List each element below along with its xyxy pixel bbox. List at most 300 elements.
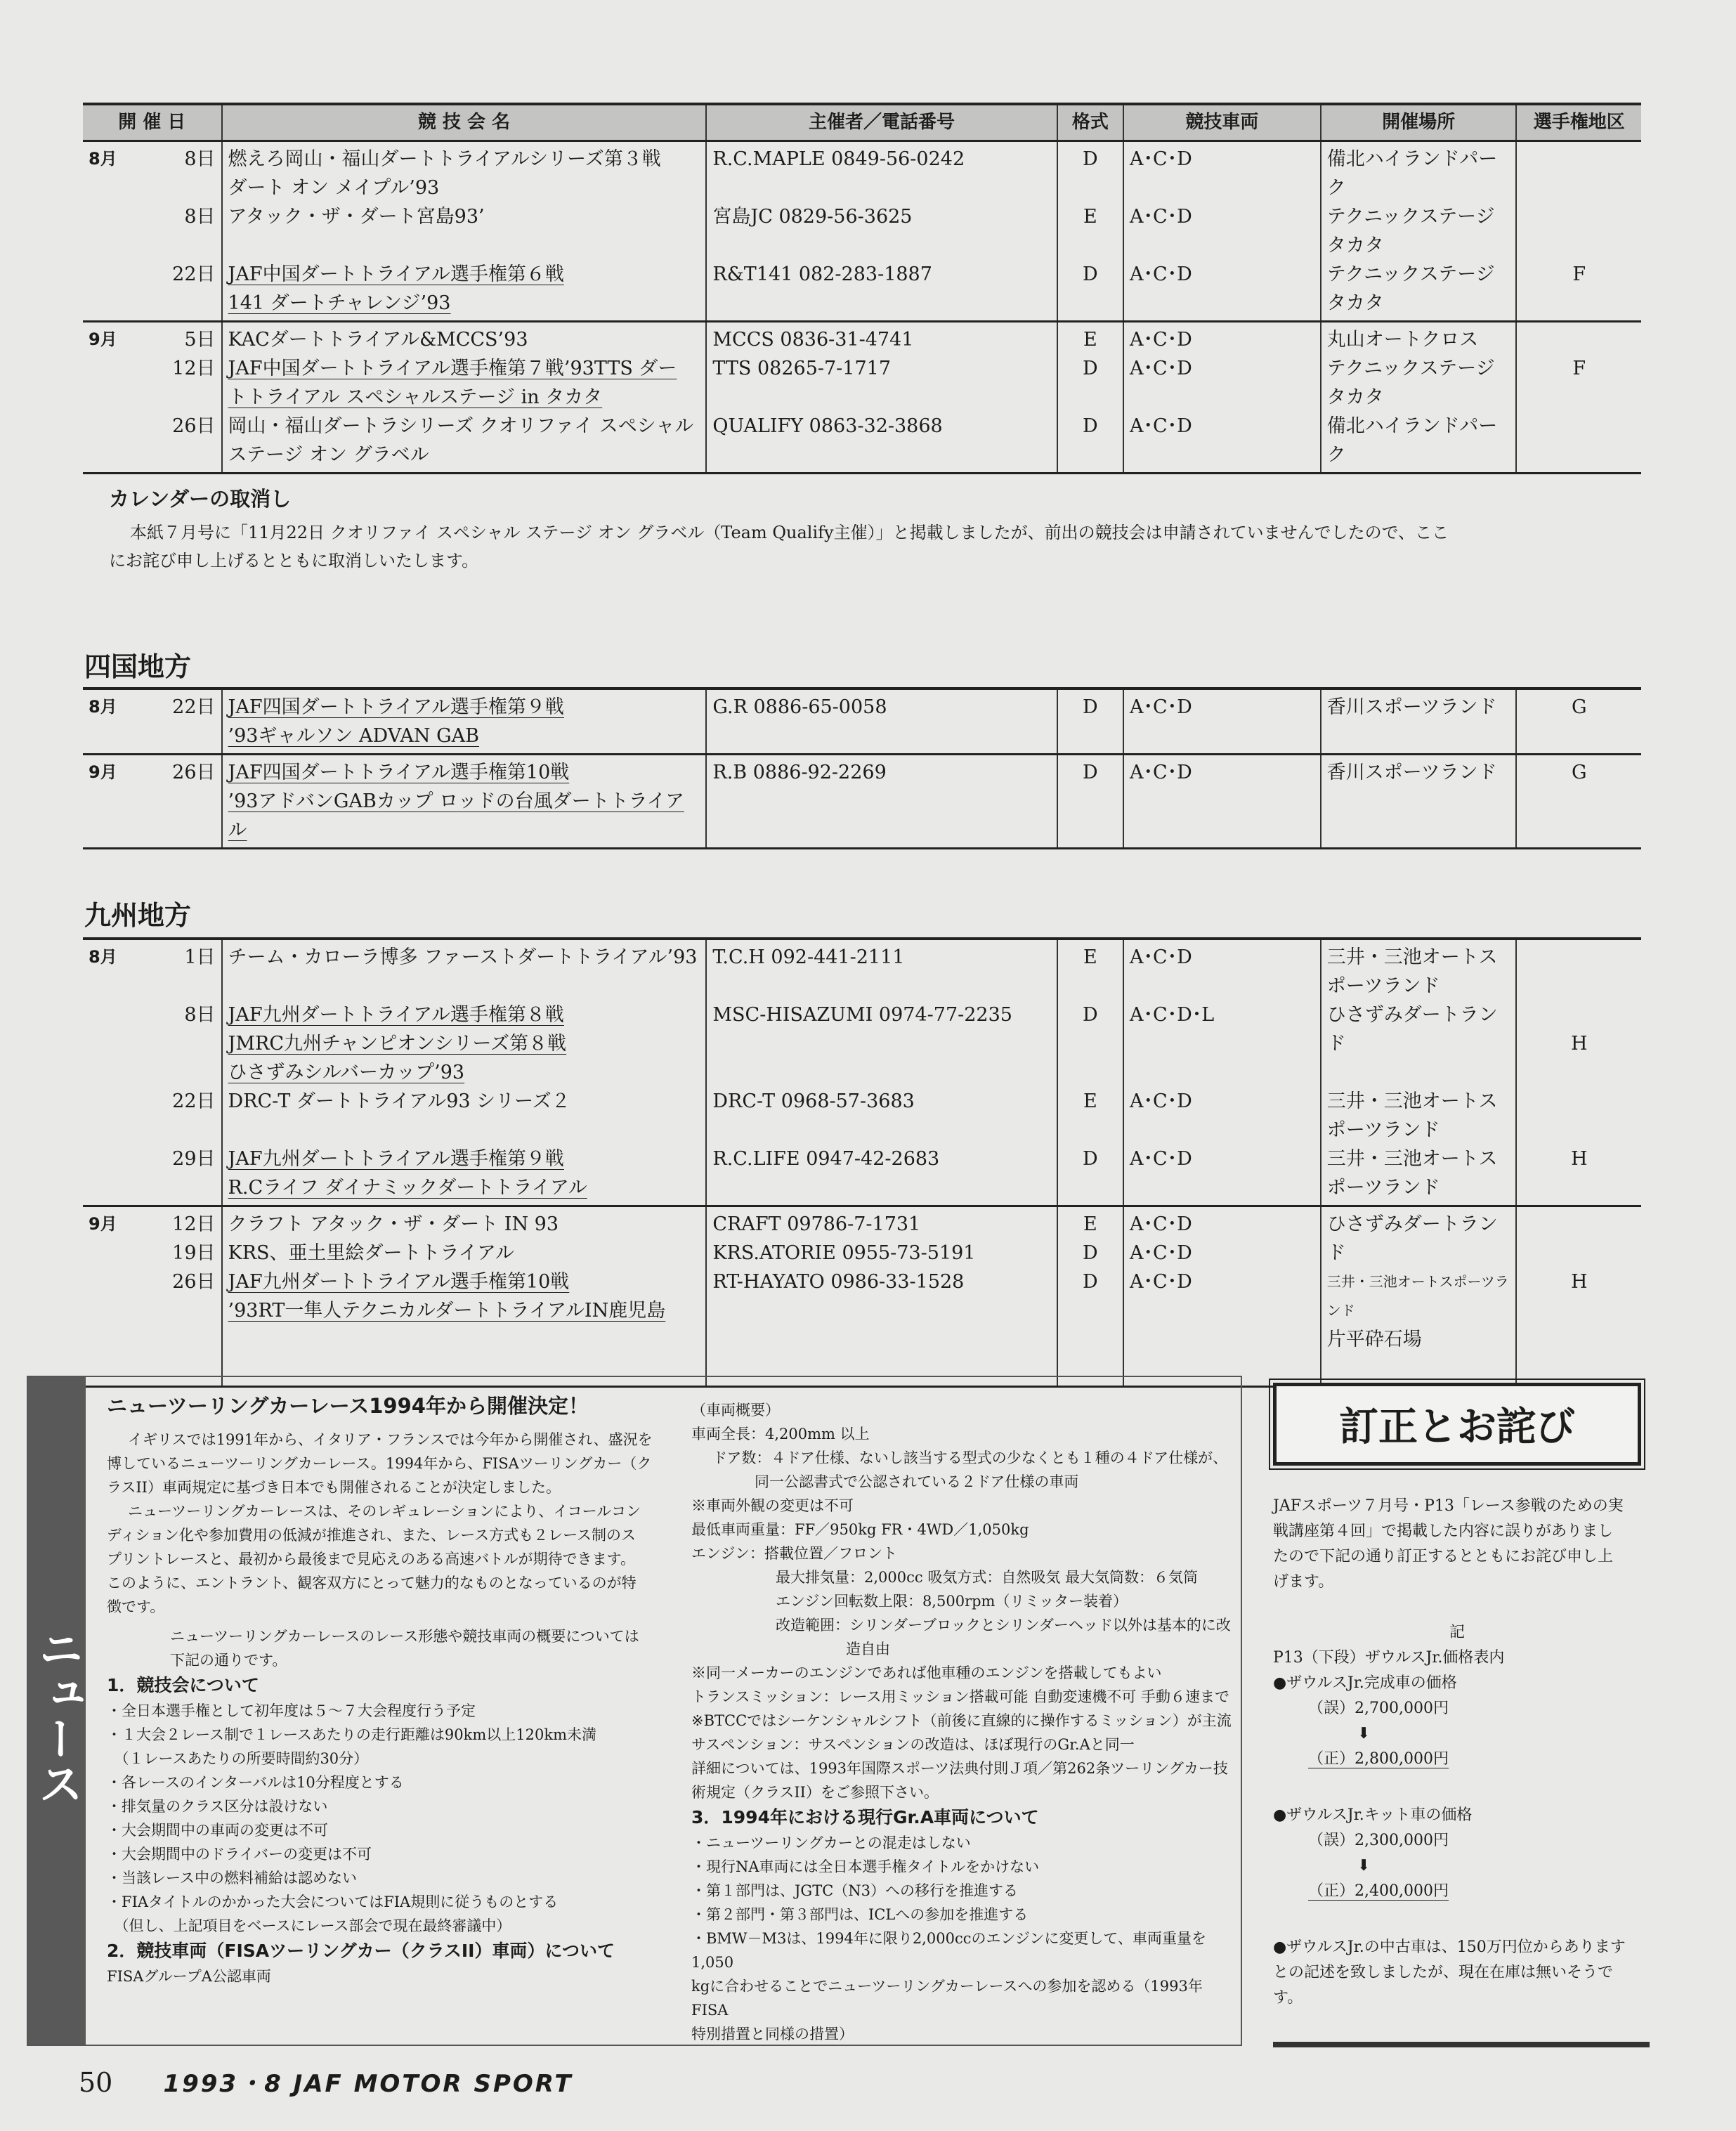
spacer xyxy=(1522,1058,1636,1087)
championship-area xyxy=(1522,943,1636,972)
event-name: JAF中国ダートトライアル選手権第７戦’93TTS ダー xyxy=(228,358,677,379)
organizer: RT-HAYATO 0986-33-1528 xyxy=(712,1271,965,1293)
news-lead: ニューツーリングカーレースのレース形態や競技車両の概要については xyxy=(170,1628,639,1645)
spacer xyxy=(712,289,1050,318)
vehicle-class: A･C･D xyxy=(1129,1090,1192,1112)
page-footer xyxy=(79,2064,573,2099)
vehicle-cell xyxy=(1123,689,1321,755)
correction-note: す。 xyxy=(1273,1989,1303,2007)
month-label: 9月 xyxy=(89,1214,117,1234)
correction-ki: 記 xyxy=(1449,1624,1465,1641)
event-name-line xyxy=(228,383,700,412)
vehicle-cell xyxy=(1123,141,1321,322)
spacer xyxy=(1130,441,1314,469)
date-cell xyxy=(83,322,222,474)
column-header: 開催場所 xyxy=(1321,104,1517,141)
column-header: 格式 xyxy=(1057,104,1123,141)
event-name-line xyxy=(228,325,700,354)
column-header: 競 技 会 名 xyxy=(222,104,707,141)
format: E xyxy=(1083,206,1097,228)
day-label: 12日 xyxy=(172,358,216,379)
venue-cell xyxy=(1321,322,1517,474)
venue-line: 三井・三池オートスポーツランド xyxy=(1326,1273,1509,1319)
spacer xyxy=(1522,441,1636,469)
spacer xyxy=(1130,174,1314,202)
news-text: 徴です。 xyxy=(107,1598,165,1615)
vehicle-class: A･C･D xyxy=(1129,358,1192,379)
spacer xyxy=(1522,383,1636,412)
news-col1 xyxy=(107,1393,690,1988)
news-text: ドア数：４ドア仕様、ないし該当する型式の少なくとも１種の４ドア仕様が、 xyxy=(712,1449,1228,1466)
day-label: 26日 xyxy=(172,1271,216,1293)
event-name: JAF九州ダートトライアル選手権第９戦 xyxy=(228,1148,564,1170)
venue-line: ポーツランド xyxy=(1326,1119,1440,1141)
event-name-line xyxy=(228,1210,700,1239)
organizer: QUALIFY 0863-32-3868 xyxy=(712,415,943,437)
news-title: ニューツーリングカーレース1994年から開催決定！ xyxy=(107,1394,589,1418)
correction-note: ●ザウルスJr.の中古車は、150万円位からあります xyxy=(1273,1938,1626,1956)
correction-item: ●ザウルスJr.キット車の価格 xyxy=(1273,1806,1473,1824)
event-name: 燃えろ岡山・福山ダートトライアルシリーズ第３戦 xyxy=(228,148,661,170)
vehicle-class: A･C･D xyxy=(1129,206,1192,228)
news-text: ※BTCCではシーケンシャルシフト（前後に直線的に操作するミッション）が主流 xyxy=(691,1712,1232,1729)
organizer: 宮島JC 0829-56-3625 xyxy=(712,206,913,228)
venue-line xyxy=(1327,1058,1510,1087)
correction-right: （正）2,800,000円 xyxy=(1308,1750,1449,1768)
news-text: 同一公認書式で公認されている２ドア仕様の車両 xyxy=(755,1473,1079,1490)
spacer xyxy=(1064,289,1117,318)
event-name: ひさずみシルバーカップ’93 xyxy=(228,1062,465,1083)
format: D xyxy=(1083,263,1098,285)
event-name: JMRC九州チャンピオンシリーズ第８戦 xyxy=(228,1033,567,1055)
vehicle-class: A･C･D xyxy=(1129,1213,1192,1235)
list-item: （１レースあたりの所要時間約30分） xyxy=(107,1750,369,1767)
championship-area: F xyxy=(1572,263,1586,285)
correction-item: ●ザウルスJr.完成車の価格 xyxy=(1273,1674,1457,1692)
vehicle-class: A･C･D xyxy=(1129,329,1192,351)
organizer: T.C.H 092-441-2111 xyxy=(712,946,905,968)
venue-line: 備北ハイランドパー xyxy=(1326,415,1498,437)
spacer xyxy=(1064,1116,1117,1145)
format: D xyxy=(1083,1271,1098,1293)
list-item: ・第２部門・第３部門は、ICLへの参加を推進する xyxy=(691,1906,1029,1923)
spacer xyxy=(712,1116,1050,1145)
spacer xyxy=(1522,1173,1636,1202)
date-line xyxy=(89,325,216,354)
kyushu-table xyxy=(83,937,1641,1388)
news-box xyxy=(27,1376,1242,2046)
news-text: FISAグループA公認車両 xyxy=(107,1968,271,1985)
date-line xyxy=(89,1210,216,1239)
date-cell xyxy=(83,1206,222,1387)
organizer: DRC-T 0968-57-3683 xyxy=(712,1090,915,1112)
event-name: ’93RT一隼人テクニカルダートトライアルIN鹿児島 xyxy=(228,1300,666,1322)
format: D xyxy=(1083,762,1098,783)
spacer xyxy=(712,1058,1050,1087)
month-group xyxy=(83,755,1641,849)
month-group xyxy=(83,939,1641,1206)
event-name: JAF四国ダートトライアル選手権第９戦 xyxy=(228,696,564,718)
vehicle-class: A･C･D xyxy=(1129,263,1192,285)
spacer xyxy=(1130,289,1314,318)
venue-line: 三井・三池オートス xyxy=(1326,1090,1498,1112)
event-name: アタック・ザ・ダート宮島93’ xyxy=(228,206,485,228)
date-cell xyxy=(83,939,222,1206)
venue-line: ひさずみダートランド xyxy=(1326,1213,1498,1264)
date-line xyxy=(89,943,216,972)
day-label: 22日 xyxy=(172,1090,216,1112)
organizer-cell xyxy=(706,141,1057,322)
event-name-line xyxy=(228,354,700,383)
spacer xyxy=(1130,1116,1314,1145)
correction-wrong: （誤）2,700,000円 xyxy=(1308,1700,1449,1717)
spacer xyxy=(1064,787,1117,816)
event-name-line xyxy=(228,1029,700,1058)
venue-cell xyxy=(1321,1206,1517,1387)
day-label: 5日 xyxy=(184,329,216,351)
event-name-line xyxy=(228,1239,700,1267)
venue-line: タカタ xyxy=(1326,292,1384,314)
news-text: 最低車両重量：FF／950kg FR・4WD／1,050kg xyxy=(691,1521,1029,1538)
championship-cell xyxy=(1516,1206,1641,1387)
format-cell xyxy=(1057,689,1123,755)
organizer-cell xyxy=(706,689,1057,755)
venue-line: 片平砕石場 xyxy=(1326,1329,1422,1350)
venue-line: 三井・三池オートス xyxy=(1326,946,1498,968)
spacer xyxy=(89,441,216,469)
list-item: ・各レースのインターバルは10分程度とする xyxy=(107,1774,404,1791)
venue-line: ク xyxy=(1326,444,1346,466)
news-lead: 下記の通りです。 xyxy=(170,1652,287,1669)
spacer xyxy=(712,1296,1050,1325)
news-section-3: 3．1994年における現行Gr.A車両について xyxy=(691,1807,1039,1827)
news-intro xyxy=(107,1428,690,1619)
table-header xyxy=(83,104,1641,141)
news-text: ニューツーリングカーレースは、そのレギュレーションにより、イコールコン xyxy=(128,1503,641,1520)
format-cell xyxy=(1057,755,1123,849)
event-name-line xyxy=(228,972,700,1001)
organizer: KRS.ATORIE 0955-73-5191 xyxy=(712,1242,976,1264)
vehicle-class: A･C･D xyxy=(1129,1148,1192,1170)
spacer xyxy=(1064,722,1117,750)
spacer xyxy=(1130,787,1314,816)
spacer xyxy=(1130,383,1314,412)
day-label: 29日 xyxy=(172,1148,216,1170)
event-cell xyxy=(222,141,707,322)
event-name: KACダートトライアル&MCCS’93 xyxy=(228,329,528,351)
organizer: TTS 08265-7-1717 xyxy=(712,358,892,379)
championship-cell xyxy=(1516,755,1641,849)
date-line xyxy=(89,412,216,441)
event-name-line xyxy=(228,1058,700,1087)
date-line xyxy=(89,1267,216,1296)
format: E xyxy=(1083,1213,1097,1235)
organizer-cell xyxy=(706,939,1057,1206)
correction-notice xyxy=(1273,1383,1641,2011)
event-name-line xyxy=(228,1296,700,1325)
page-number: 50 xyxy=(79,2067,113,2098)
news-s3-items xyxy=(691,1831,1232,2046)
venue-line xyxy=(1327,722,1510,750)
event-name: ダート オン メイプル’93 xyxy=(228,177,440,199)
championship-area xyxy=(1522,325,1636,354)
news-text: サスペンション：サスペンションの改造は、ほぼ現行のGr.Aと同一 xyxy=(691,1736,1135,1753)
championship-area: H xyxy=(1570,1271,1588,1293)
event-name-line xyxy=(228,787,700,845)
organizer: R.B 0886-92-2269 xyxy=(712,762,887,783)
news-section-1: 1．競技会について xyxy=(107,1675,259,1695)
day-label: 26日 xyxy=(172,415,216,437)
event-name: トトライアル スペシャルステージ in タカタ xyxy=(228,386,603,408)
column-header: 競技車両 xyxy=(1123,104,1321,141)
correction-body xyxy=(1273,1494,1641,2011)
event-name-line xyxy=(228,289,700,318)
news-text: 車両全長：4,200mm 以上 xyxy=(691,1426,870,1442)
format: D xyxy=(1083,148,1098,170)
column-header: 開 催 日 xyxy=(83,104,222,141)
venue-line: 備北ハイランドパー xyxy=(1326,148,1498,170)
day-label: 22日 xyxy=(172,696,216,718)
day-label: 26日 xyxy=(172,762,216,783)
down-arrow-icon: ⬇ xyxy=(1357,1725,1371,1742)
spacer xyxy=(1064,1296,1117,1325)
format-cell xyxy=(1057,322,1123,474)
format: D xyxy=(1083,1148,1098,1170)
format: D xyxy=(1083,415,1098,437)
spacer xyxy=(1522,1116,1636,1145)
month-label: 8月 xyxy=(89,947,117,967)
event-name: R.Cライフ ダイナミックダートトライアル xyxy=(228,1177,587,1199)
venue-cell xyxy=(1321,755,1517,849)
format: D xyxy=(1083,1004,1098,1026)
month-label: 9月 xyxy=(89,762,117,782)
list-item: ・現行NA車両には全日本選手権タイトルをかけない xyxy=(691,1858,1040,1875)
event-name-line xyxy=(228,722,700,750)
region-title-shikoku: 四国地方 xyxy=(84,651,192,682)
organizer: CRAFT 09786-7-1731 xyxy=(712,1213,921,1235)
event-name-line xyxy=(228,231,700,260)
vehicle-class: A･C･D xyxy=(1129,1242,1192,1264)
list-item: ・BMW－M3は、1994年に限り2,000ccのエンジンに変更して、車両重量を1,050 xyxy=(691,1930,1206,1971)
news-text: 造自由 xyxy=(846,1641,890,1657)
spacer xyxy=(1064,1058,1117,1087)
news-text: エンジン：搭載位置／フロント xyxy=(691,1545,897,1562)
format: D xyxy=(1083,696,1098,718)
month-label: 8月 xyxy=(89,697,117,717)
organizer: R.C.MAPLE 0849-56-0242 xyxy=(712,148,965,170)
championship-area: H xyxy=(1570,1033,1588,1055)
correction-text: JAFスポーツ７月号・P13「レース参戦のための実 xyxy=(1273,1497,1624,1515)
event-name-line xyxy=(228,1145,700,1173)
championship-area: G xyxy=(1571,762,1587,783)
news-text: トランスミッション：レース用ミッション搭載可能 自動変速機不可 手動６速まで xyxy=(691,1688,1229,1705)
event-name-line xyxy=(228,1116,700,1145)
spacer xyxy=(89,289,216,318)
news-text: このように、エントラント、観客双方にとって魅力的なものとなっているのが特 xyxy=(107,1575,637,1591)
vehicle-class: A･C･D･L xyxy=(1129,1004,1215,1026)
event-name: クラフト アタック・ザ・ダート IN 93 xyxy=(228,1213,559,1235)
spacer xyxy=(1064,383,1117,412)
event-name-line xyxy=(228,202,700,231)
event-name-line xyxy=(228,145,700,174)
spacer xyxy=(712,787,1050,816)
news-text: プリントレースと、最初から最後まで見応えのある高速バトルが期待できます。 xyxy=(107,1551,636,1568)
spacer xyxy=(89,1058,216,1087)
venue-line: 丸山オートクロス xyxy=(1326,329,1479,351)
down-arrow-icon: ⬇ xyxy=(1357,1857,1371,1875)
cancel-line: にお詫び申し上げるとともに取消しいたします。 xyxy=(109,551,479,571)
event-name: JAF中国ダートトライアル選手権第６戦 xyxy=(228,263,564,285)
spacer xyxy=(1522,1001,1636,1029)
championship-area: H xyxy=(1570,1148,1588,1170)
event-cell xyxy=(222,939,707,1206)
chugoku-table xyxy=(83,103,1641,474)
event-name-line xyxy=(228,412,700,441)
list-item: ・FIAタイトルのかかった大会についてはFIA規則に従うものとする xyxy=(107,1894,559,1910)
date-cell xyxy=(83,689,222,755)
spacer xyxy=(712,174,1050,202)
spacer xyxy=(89,787,216,816)
list-item: ・大会期間中のドライバーの変更は不可 xyxy=(107,1846,372,1863)
format: D xyxy=(1083,358,1098,379)
day-label: 22日 xyxy=(172,263,216,285)
date-line xyxy=(89,260,216,289)
news-label: ニュース xyxy=(28,1377,86,2045)
news-text: 最大排気量：2,000cc 吸気方式：自然吸気 最大気筒数：６気筒 xyxy=(776,1569,1198,1586)
venue-line: ひさずみダートラン xyxy=(1326,1004,1498,1026)
venue-line: 三井・三池オートス xyxy=(1326,1148,1498,1170)
spacer xyxy=(89,174,216,202)
correction-right: （正）2,400,000円 xyxy=(1308,1882,1449,1900)
list-item: kgに合わせることでニューツーリングカーレースへの参加を認める（1993年FISA xyxy=(691,1978,1203,2019)
news-col2 xyxy=(691,1398,1232,2046)
event-name-line xyxy=(228,1001,700,1029)
event-name-line xyxy=(228,693,700,722)
organizer-cell xyxy=(706,755,1057,849)
organizer-cell xyxy=(706,1206,1057,1387)
organizer: R.C.LIFE 0947-42-2683 xyxy=(712,1148,940,1170)
venue-line: ド xyxy=(1326,1033,1346,1055)
vehicle-cell xyxy=(1123,1206,1321,1387)
spacer xyxy=(1064,1029,1117,1058)
spacer xyxy=(1522,972,1636,1001)
correction-text: げます。 xyxy=(1273,1573,1334,1591)
organizer: R&T141 082-283-1887 xyxy=(712,263,932,285)
spacer xyxy=(89,1296,216,1325)
day-label: 1日 xyxy=(184,946,216,968)
list-item: 特別措置と同様の措置） xyxy=(691,2026,854,2042)
news-text: 博しているニューツーリングカーレース。1994年から、FISAツーリングカー（ク xyxy=(107,1455,652,1472)
event-name-line xyxy=(228,1087,700,1116)
format: D xyxy=(1083,1242,1098,1264)
event-name: JAF九州ダートトライアル選手権第10戦 xyxy=(228,1271,570,1293)
spacer xyxy=(1064,1173,1117,1202)
spacer xyxy=(712,1173,1050,1202)
championship-area xyxy=(1522,202,1636,231)
vehicle-cell xyxy=(1123,939,1321,1206)
spacer xyxy=(89,383,216,412)
venue-cell xyxy=(1321,141,1517,322)
region-title-kyushu: 九州地方 xyxy=(84,900,192,931)
venue-line: テクニックステージ xyxy=(1326,206,1495,228)
news-s1-items xyxy=(107,1699,690,1938)
vehicle-class: A･C･D xyxy=(1129,946,1192,968)
venue-line: タカタ xyxy=(1326,386,1384,408)
championship-area xyxy=(1522,412,1636,441)
organizer: G.R 0886-65-0058 xyxy=(712,696,887,718)
cancel-title: カレンダーの取消し xyxy=(109,487,292,511)
championship-cell xyxy=(1516,141,1641,322)
date-line xyxy=(89,202,216,231)
month-group xyxy=(83,1206,1641,1387)
venue-line: ク xyxy=(1326,177,1346,199)
magazine-title: 1993・8 JAF MOTOR SPORT xyxy=(163,2070,573,2098)
venue-cell xyxy=(1321,689,1517,755)
vehicle-class: A･C･D xyxy=(1129,148,1192,170)
day-label: 12日 xyxy=(172,1213,216,1235)
format-cell xyxy=(1057,141,1123,322)
event-name-line xyxy=(228,260,700,289)
spacer xyxy=(1130,231,1314,260)
event-cell xyxy=(222,322,707,474)
event-name: チーム・カローラ博多 ファーストダートトライアル’93 xyxy=(228,946,698,968)
championship-cell xyxy=(1516,689,1641,755)
correction-title: 訂正とお詫び xyxy=(1273,1383,1641,1466)
month-group xyxy=(83,322,1641,474)
news-text: ラスII）車両規定に基づき日本でも開催されることが決定しました。 xyxy=(107,1479,561,1496)
news-text: ※車両外観の変更は不可 xyxy=(691,1497,854,1514)
venue-line xyxy=(1327,787,1510,816)
vehicle-class: A･C･D xyxy=(1129,1271,1192,1293)
event-name-line xyxy=(228,1173,700,1202)
spacer xyxy=(1064,174,1117,202)
format-cell xyxy=(1057,1206,1123,1387)
news-text: ディション化や参加費用の低減が推進され、また、レース方式も２レース制のス xyxy=(107,1527,637,1544)
day-label: 19日 xyxy=(172,1242,216,1264)
spacer xyxy=(89,1173,216,1202)
championship-area xyxy=(1522,145,1636,174)
spacer xyxy=(712,972,1050,1001)
date-line xyxy=(89,693,216,722)
news-text: （車両概要） xyxy=(691,1402,780,1419)
cancel-line: 本紙７月号に「11月22日 クオリファイ スペシャル ステージ オン グラベル（Team Qualify主催）」と掲載しましたが、前出の競技会は申請されていませんでしたので、ここ xyxy=(130,523,1449,542)
spacer xyxy=(712,383,1050,412)
venue-line: テクニックステージ xyxy=(1326,263,1495,285)
list-item: ・全日本選手権として初年度は５～７大会程度行う予定 xyxy=(107,1702,476,1719)
vehicle-cell xyxy=(1123,755,1321,849)
list-item: ・排気量のクラス区分は設けない xyxy=(107,1798,328,1815)
list-item: ・第１部門は、JGTC（N3）への移行を推進する xyxy=(691,1882,1019,1899)
spacer xyxy=(89,972,216,1001)
event-name-line xyxy=(228,943,700,972)
spacer xyxy=(1130,972,1314,1001)
venue-line: ポーツランド xyxy=(1326,1177,1440,1199)
venue-line: ポーツランド xyxy=(1326,975,1440,997)
format: E xyxy=(1083,1090,1097,1112)
correction-wrong: （誤）2,300,000円 xyxy=(1308,1832,1449,1849)
list-item: ・大会期間中の車両の変更は不可 xyxy=(107,1822,328,1839)
spacer xyxy=(1130,722,1314,750)
spacer xyxy=(1522,174,1636,202)
spacer xyxy=(89,722,216,750)
date-line xyxy=(89,145,216,174)
championship-area xyxy=(1522,1239,1636,1267)
list-item: ・１大会２レース制で１レースあたりの走行距離は90km以上120km未満 xyxy=(107,1726,596,1743)
date-line xyxy=(89,1087,216,1116)
event-name: ’93ギャルソン ADVAN GAB xyxy=(228,725,480,747)
format: E xyxy=(1083,329,1097,351)
month-group xyxy=(83,689,1641,755)
